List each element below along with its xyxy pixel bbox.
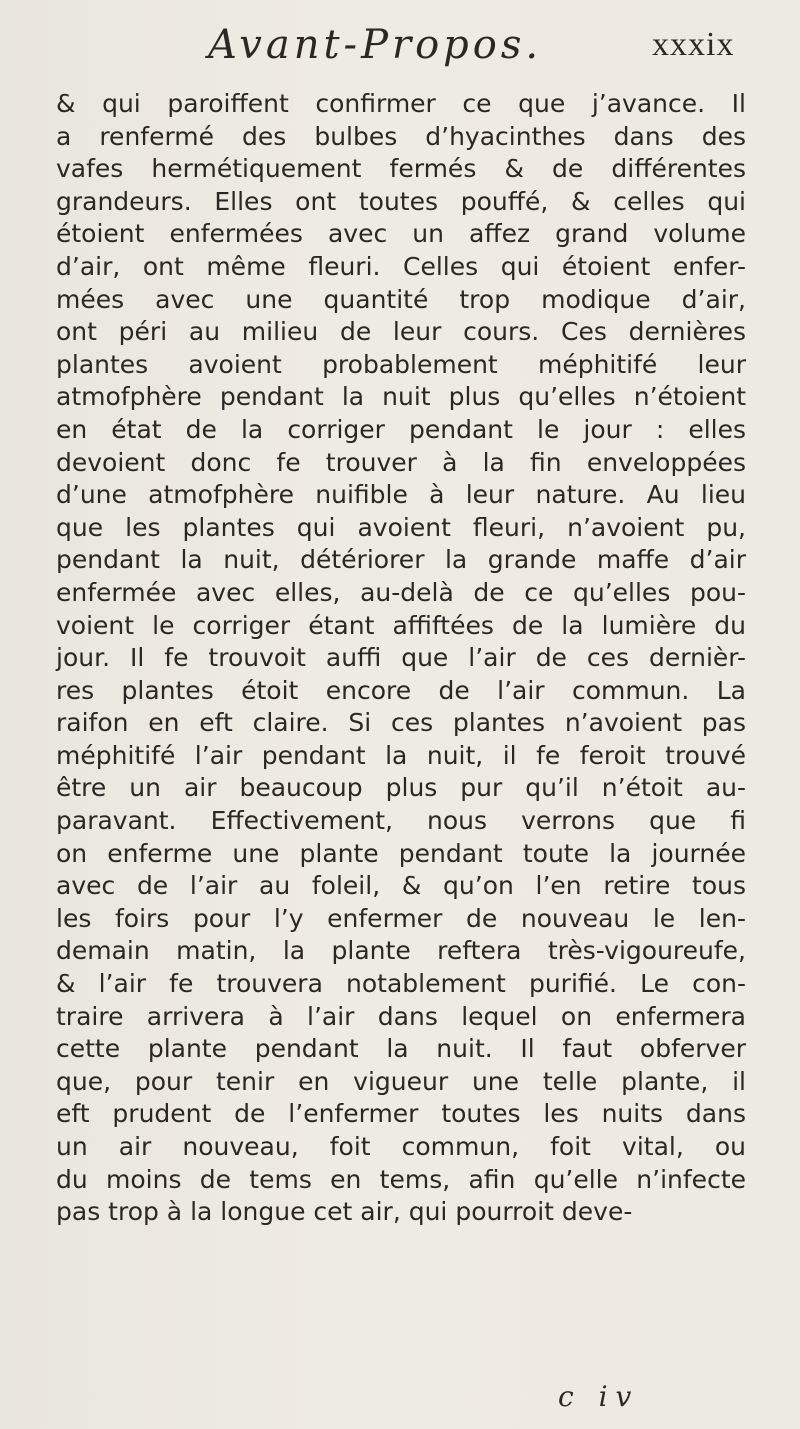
text-line: traire arrivera à l’air dans lequel on enfermera xyxy=(56,1001,746,1031)
text-line: on enferme une plante pendant toute la journée xyxy=(56,838,746,868)
text-line: d’une atmofphère nuifible à leur nature. Au lieu xyxy=(56,480,746,510)
body-text xyxy=(56,88,746,1229)
text-line: pendant la nuit, détériorer la grande maffe d’air xyxy=(56,545,746,575)
text-line: ont péri au milieu de leur cours. Ces dernières xyxy=(56,317,746,347)
text-line: grandeurs. Elles ont toutes pouffé, & celles qui xyxy=(56,186,746,216)
text-line: & l’air fe trouvera notablement purifié. Le con- xyxy=(56,969,746,999)
text-line: avec de l’air au foleil, & qu’on l’en retire tous xyxy=(56,871,746,901)
text-line: devoient donc fe trouver à la fin enveloppées xyxy=(56,447,746,477)
text-line: plantes avoient probablement méphitifé leur xyxy=(56,349,746,379)
text-line: enfermée avec elles, au-delà de ce qu’elles pou- xyxy=(56,577,746,607)
text-line: en état de la corriger pendant le jour : elles xyxy=(56,414,746,444)
text-line: cette plante pendant la nuit. Il faut obferver xyxy=(56,1034,746,1064)
text-line: un air nouveau, foit commun, foit vital, ou xyxy=(56,1132,746,1161)
text-line: que, pour tenir en vigueur une telle plante, il xyxy=(56,1066,746,1096)
text-line: pas trop à la longue cet air, qui pourroit deve- xyxy=(56,1197,633,1227)
text-line: eft prudent de l’enfermer toutes les nuits dans xyxy=(56,1099,746,1129)
text-line: méphitifé l’air pendant la nuit, il fe feroit trouvé xyxy=(56,740,746,770)
text-line: raifon en eft claire. Si ces plantes n’avoient pas xyxy=(56,708,746,738)
text-line: les foirs pour l’y enfermer de nouveau le len- xyxy=(56,903,746,933)
text-line: vafes hermétiquement fermés & de différentes xyxy=(56,154,746,184)
text-line: mées avec une quantité trop modique d’air, xyxy=(56,284,746,314)
text-line: étoient enfermées avec un affez grand volume xyxy=(56,219,746,249)
signature-mark: c iv xyxy=(558,1380,640,1413)
text-line: du moins de tems en tems, afin qu’elle n’infecte xyxy=(56,1164,746,1194)
page-header xyxy=(0,18,800,78)
text-line: a renfermé des bulbes d’hyacinthes dans des xyxy=(56,121,746,151)
text-line: jour. Il fe trouvoit auffi que l’air de ces dernièr- xyxy=(56,643,746,673)
page-number: xxxix xyxy=(652,26,735,63)
text-line: être un air beaucoup plus pur qu’il n’étoit au- xyxy=(56,773,746,803)
text-line: que les plantes qui avoient fleuri, n’avoient pu, xyxy=(56,512,746,542)
text-line: & qui paroiffent confirmer ce que j’avance. Il xyxy=(56,89,746,118)
text-line: d’air, ont même fleuri. Celles qui étoient enfer- xyxy=(56,251,746,281)
text-line: voient le corriger étant affiftées de la lumière du xyxy=(56,610,746,640)
text-line: demain matin, la plante reftera très-vigoureufe, xyxy=(56,936,746,966)
text-line: res plantes étoit encore de l’air commun. La xyxy=(56,675,746,705)
running-head: Avant-Propos. xyxy=(208,22,543,68)
text-line: atmofphère pendant la nuit plus qu’elles n’étoient xyxy=(56,382,746,412)
text-line: paravant. Effectivement, nous verrons que fi xyxy=(56,806,746,836)
